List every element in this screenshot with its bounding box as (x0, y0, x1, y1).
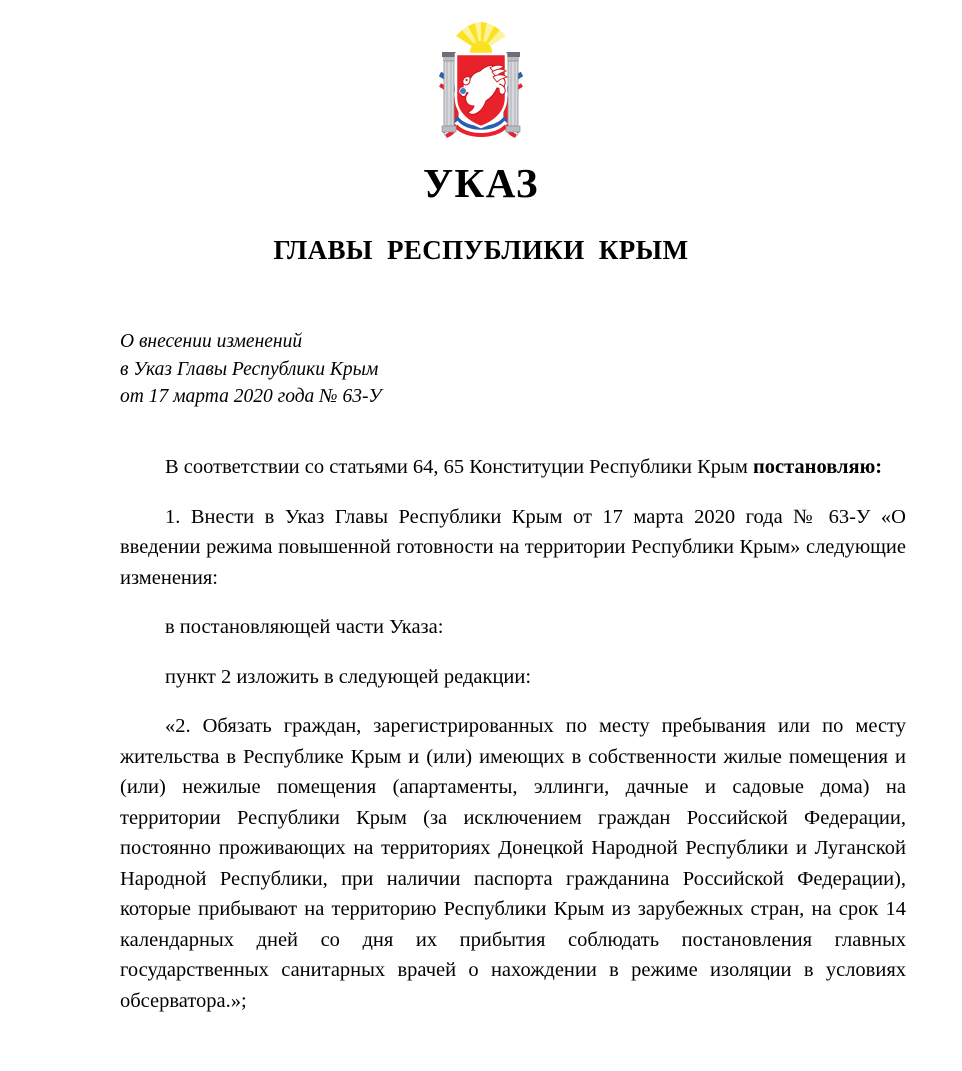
subject-line-2: в Указ Главы Республики Крым (120, 358, 379, 380)
left-column-icon (442, 52, 456, 132)
paragraph-preamble (120, 452, 906, 483)
preamble-bold: постановляю: (752, 456, 883, 478)
coat-of-arms-icon (432, 22, 530, 138)
subject-line-1: О внесении изменений (120, 331, 303, 352)
preamble-text: В соответствии со статьями 64, 65 Конституции Республики Крым (165, 456, 753, 478)
paragraph-point-2-text: «2. Обязать граждан, зарегистрированных по месту пребывания или по месту жительства в Республике Крым и (или) имеющих в собственности жилые помещения и (или) нежилые помещения (апартаменты, эллинги, дачные и садовые дома) на территории Республики Крым (за исключением граждан Российской Федерации, постоянно проживающих на территориях Донецкой Народной Республики и Луганской Народной Республики, при наличии паспорта гражданина Российской Федерации), которые прибывают на территорию Республики Крым из зарубежных стран, на срок 14 календарных дней со дня их прибытия соблюдать постановления главных государственных санитарных врачей о нахождении в режиме изоляции в условиях обсерватора.»; (120, 715, 906, 1012)
page-title: УКАЗ (422, 160, 540, 206)
emblem-container (0, 22, 962, 138)
document-body (120, 452, 906, 1016)
pearl-icon (460, 88, 467, 95)
right-column-icon (506, 52, 520, 132)
paragraph-operative-part: в постановляющей части Указа: (165, 616, 444, 638)
page-subtitle: ГЛАВЫ РЕСПУБЛИКИ КРЫМ (273, 235, 689, 265)
document-subject (120, 328, 620, 411)
subject-line-3: от 17 марта 2020 года № 63-У (120, 386, 382, 407)
paragraph-item-1: 1. Внести в Указ Главы Республики Крым от 17 марта 2020 года № 63-У «О введении режима повышенной готовности на территории Республики Крым» следующие изменения: (120, 505, 906, 589)
paragraph-point-2-intro: пункт 2 изложить в следующей редакции: (165, 665, 532, 688)
